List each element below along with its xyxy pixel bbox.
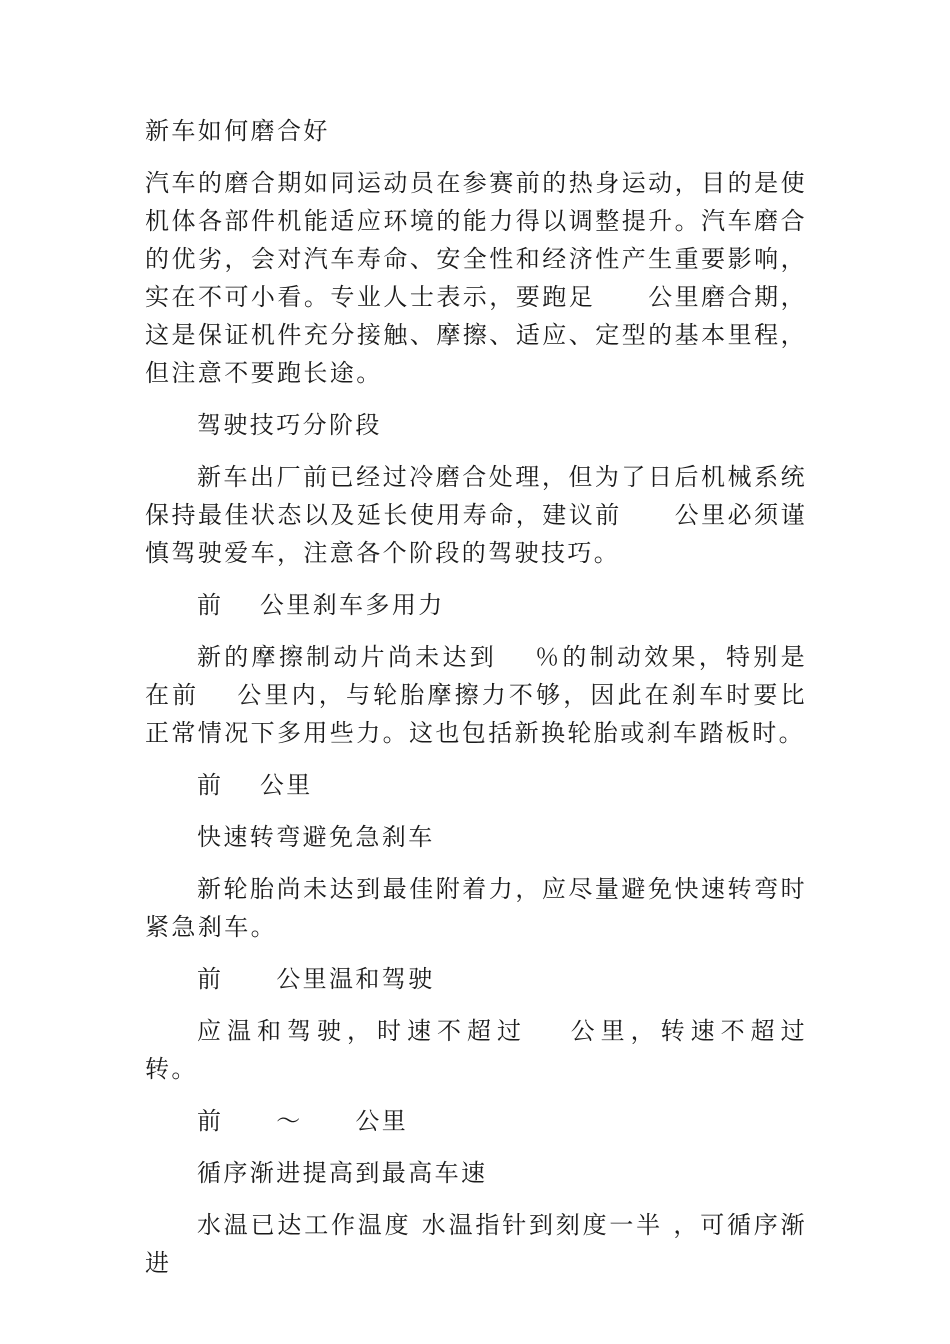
gentle-driving-paragraph: 应温和驾驶，时速不超过 公里，转速不超过 转。: [145, 1017, 860, 1083]
turning-paragraph: 新轮胎尚未达到最佳附着力，应尽量避免快速转弯时紧急刹车。: [145, 875, 807, 941]
section-heading-gentle-driving: 前 公里温和驾驶: [197, 965, 435, 993]
document-title: 新车如何磨合好: [145, 117, 330, 145]
section-heading-distance: 前 公里: [197, 771, 313, 799]
section-heading-braking: 前 公里刹车多用力: [197, 591, 445, 619]
intro-paragraph: 汽车的磨合期如同运动员在参赛前的热身运动，目的是使机体各部件机能适应环境的能力得以调整提升。汽车磨合的优劣，会对汽车寿命、安全性和经济性产生重要影响，实在不可小看。专业人士表示，要跑足 公里磨合期，这是保证机件充分接触、摩擦、适应、定型的基本里程，但注意不要跑长途。: [145, 169, 807, 387]
section-heading-speed: 循序渐进提高到最高车速: [197, 1159, 488, 1187]
section-heading-turning: 快速转弯避免急刹车: [197, 823, 435, 851]
driving-skills-paragraph: 新车出厂前已经过冷磨合处理，但为了日后机械系统保持最佳状态以及延长使用寿命，建议前 公里必须谨慎驾驶爱车，注意各个阶段的驾驶技巧。: [145, 463, 807, 567]
section-heading-range: 前 ～ 公里: [197, 1107, 409, 1135]
document-page: [145, 112, 860, 1296]
section-heading-driving-skills: 驾驶技巧分阶段: [197, 411, 382, 439]
speed-paragraph: 水温已达工作温度 水温指针到刻度一半 ，可循序渐进: [145, 1211, 807, 1277]
braking-paragraph: 新的摩擦制动片尚未达到 ％的制动效果，特别是在前 公里内，与轮胎摩擦力不够，因此在刹车时要比正常情况下多用些力。这也包括新换轮胎或刹车踏板时。: [145, 643, 807, 747]
